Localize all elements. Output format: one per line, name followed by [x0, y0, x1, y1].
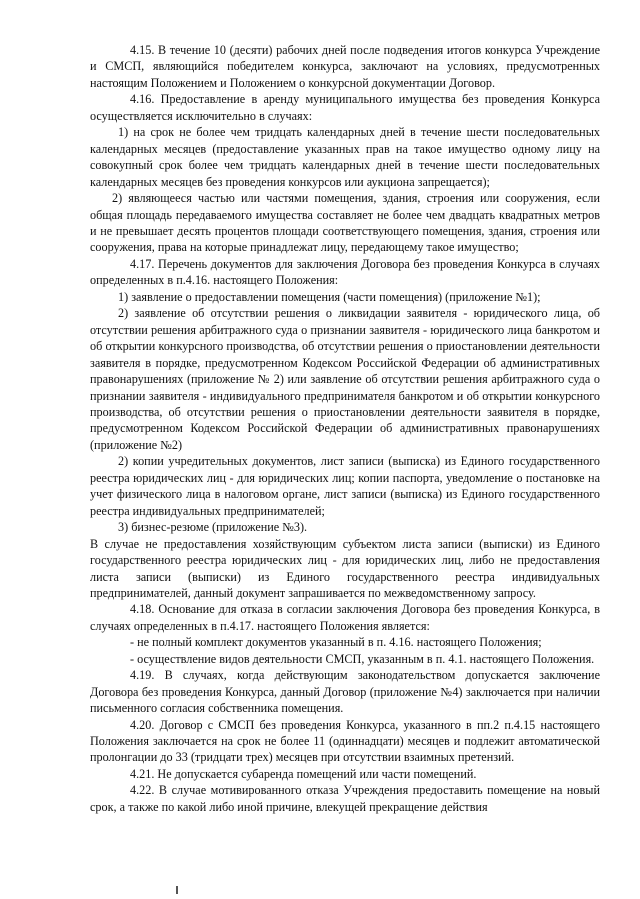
clause-4-21: 4.21. Не допускается субаренда помещений или части помещений. [130, 766, 477, 781]
clause-4-17-item-3: 3) бизнес-резюме (приложение №3). [118, 520, 308, 535]
clause-4-17-item-2: 2) заявление об отсутствии решения о ликвидации заявителя - юридического лица, об отсутствии решения арбитражного суда о признании заявителя - юридического лица банкротом и об открытии конкурсного производства, об отсутствии решения о приостановлении деятельности заявителя в порядке, предусмотренном Кодексом Российской Федерации об административных правонарушениях (приложение № 2) или заявление об отсутствии решения арбитражного суда о признании заявителя - индивидуального предпринимателя банкротом и об открытии конкурсного производства, об отсутствии решения о приостановлении деятельности заявителя в порядке, предусмотренном Кодексом Российской Федерации об административных правонарушениях (приложение №2) [90, 306, 600, 452]
clause-4-16: 4.16. Предоставление в аренду муниципального имущества без проведения Конкурса осуществляется исключительно в случаях: [90, 92, 600, 123]
clause-4-16-item-1: 1) на срок не более чем тридцать календарных дней в течение шести последовательных календарных месяцев (предоставление указанных прав на такое имущество одному лицу на совокупный срок более чем тридцать календарных дней в течение шести последовательных календарных месяцев без проведения конкурсов или аукциона запрещается); [90, 125, 600, 189]
clause-4-17: 4.17. Перечень документов для заключения Договора без проведения Конкурса в случаях определенных в п.4.16. настоящего Положения: [90, 256, 600, 288]
clause-4-17-item-2b: 2) копии учредительных документов, лист записи (выписка) из Единого государственного реестра юридических лиц - для юридических лиц; копии паспорта, уведомление о постановке на учет физического лица в налоговом органе, лист записи (выписка) из Единого государственного реестра индивидуальных предпринимателей; [90, 454, 600, 518]
clause-4-22: 4.22. В случае мотивированного отказа Учреждения предоставить помещение на новый срок, а также по какой либо иной причине, влекущей прекращение действия [90, 783, 600, 814]
clause-4-18-item-1: - не полный комплект документов указанный в п. 4.16. настоящего Положения; [130, 635, 542, 650]
clause-4-18: 4.18. Основание для отказа в согласии заключения Договора без проведения Конкурса, в случаях определенных в п.4.17. настоящего Положения является: [90, 602, 600, 633]
clause-4-17-note: В случае не предоставления хозяйствующим субъектом листа записи (выписки) из Единого государственного реестра юридических лиц - для юридических лиц, либо не предоставления листа записи (выписки) из Единого государственного реестра индивидуальных предпринимателей, данный документ запрашивается по межведомственному запросу. [90, 536, 600, 600]
clause-4-20: 4.20. Договор с СМСП без проведения Конкурса, указанного в пп.2 п.4.15 настоящего Положения заключается на срок не более 11 (одиннадцати) месяцев и подлежит автоматической пролонгации до 33 (тридцати трех) месяцев при отсутствии взаимных претензий. [90, 717, 600, 765]
clause-4-16-item-2: 2) являющееся частью или частями помещения, здания, строения или сооружения, если общая площадь передаваемого имущества составляет не более чем двадцать квадратных метров и не превышает десять процентов площади соответствующего помещения, здания, строения или сооружения, права на которые принадлежат лицу, передающему такое имущество; [90, 191, 600, 255]
clause-4-19: 4.19. В случаях, когда действующим законодательством допускается заключение Договора без проведения Конкурса, данный Договор (приложение №4) заключается при наличии письменного согласия собственника помещения. [90, 668, 600, 716]
clause-4-18-item-2: - осуществление видов деятельности СМСП, указанным в п. 4.1. настоящего Положения. [130, 651, 595, 666]
document-body [90, 42, 600, 815]
clause-4-15: 4.15. В течение 10 (десяти) рабочих дней после подведения итогов конкурса Учреждение и СМСП, являющийся победителем конкурса, заключают на условиях, предусмотренных настоящим Положением и Положением о конкурсной документации Договор. [90, 43, 600, 90]
scan-edge-mark [176, 886, 178, 894]
clause-4-17-item-1: 1) заявление о предоставлении помещения (части помещения) (приложение №1); [118, 289, 541, 304]
